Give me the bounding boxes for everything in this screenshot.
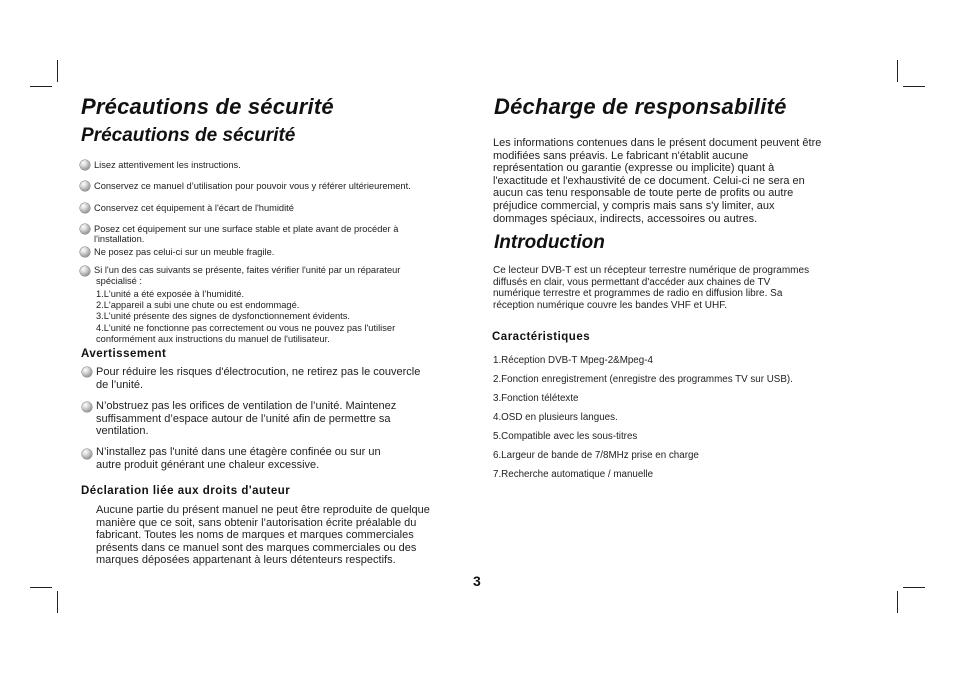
- case-item: 1.L'unité a été exposée à l’humidité.: [96, 289, 245, 299]
- precaution-item: Si l'un des cas suivants se présente, faites vérifier l'unité par un réparateur: [94, 265, 401, 275]
- bullet-icon: [82, 449, 92, 459]
- bullet-icon: [82, 402, 92, 412]
- feature-item: 6.Largeur de bande de 7/8MHz prise en charge: [493, 450, 699, 461]
- feature-item: 2.Fonction enregistrement (enregistre des programmes TV sur USB).: [493, 374, 793, 385]
- warning-item: Pour réduire les risques d'électrocution, ne retirez pas le couvercle de l’unité.: [96, 366, 421, 391]
- crop-mark: [30, 86, 52, 87]
- disclaimer-title: Décharge de responsabilité: [494, 94, 787, 119]
- disclaimer-text: Les informations contenues dans le présent document peuvent être modifiées sans préavis. Le fabricant n'établit aucune représentation ou garantie (expresse ou implicite) quant à l'exactitude et l'exhaustivité de ce document. Celui-ci ne sera en aucun cas tenu responsable de toute perte de profits ou autre préjudice commercial, y compris mais sans s'y limiter, aux dommages spéciaux, indirects, accessoires ou autres.: [493, 137, 822, 225]
- copyright-heading: Déclaration liée aux droits d'auteur: [81, 485, 291, 497]
- bullet-icon: [80, 203, 90, 213]
- page-title: Précautions de sécurité: [81, 94, 334, 119]
- introduction-text: Ce lecteur DVB-T est un récepteur terrestre numérique de programmes diffusés en clair, vous permettant d'accéder aux chaines de TV numérique terrestre et programmes de radio en diffusion libre. Sa réception numérique couvre les bandes VHF et UHF.: [493, 265, 810, 311]
- crop-mark: [903, 86, 925, 87]
- feature-item: 4.OSD en plusieurs langues.: [493, 412, 618, 423]
- feature-item: 5.Compatible avec les sous-titres: [493, 431, 638, 442]
- precaution-item-continued: spécialisé :: [96, 276, 142, 286]
- precaution-item: Ne posez pas celui-ci sur un meuble fragile.: [94, 247, 275, 257]
- precaution-item: Posez cet équipement sur une surface stable et plate avant de procéder à: [94, 224, 399, 234]
- case-item-continued: conformément aux instructions du manuel de l'utilisateur.: [96, 334, 330, 344]
- precaution-item: Conservez ce manuel d’utilisation pour pouvoir vous y référer ultérieurement.: [94, 181, 411, 191]
- crop-mark: [897, 591, 898, 613]
- crop-mark: [30, 587, 52, 588]
- introduction-title: Introduction: [494, 232, 605, 253]
- crop-mark: [57, 591, 58, 613]
- bullet-icon: [82, 367, 92, 377]
- bullet-icon: [80, 160, 90, 170]
- feature-item: 1.Réception DVB-T Mpeg-2&Mpeg-4: [493, 355, 653, 366]
- precaution-item-continued: l'installation.: [94, 234, 145, 244]
- case-item: 4.L'unité ne fonctionne pas correctement ou vous ne pouvez pas l'utiliser: [96, 323, 396, 333]
- copyright-text: Aucune partie du présent manuel ne peut être reproduite de quelque manière que ce soit, sans obtenir l’autorisation écrite préalable du fabricant. Toutes les noms de marques et marques commerciales présents dans ce manuel sont des marques commerciales ou des marques déposées appartenant à leurs détenteurs respectifs.: [96, 504, 430, 567]
- case-item: 3.L'unité présente des signes de dysfonctionnement évidents.: [96, 311, 350, 321]
- crop-mark: [57, 60, 58, 82]
- crop-mark: [903, 587, 925, 588]
- warning-item: N’obstruez pas les orifices de ventilation de l’unité. Maintenez suffisamment d’espace autour de l’unité afin de permettre sa ventilation.: [96, 400, 397, 438]
- warning-item: N’installez pas l'unité dans une étagère confinée ou sur un autre produit générant une chaleur excessive.: [96, 446, 381, 471]
- bullet-icon: [80, 224, 90, 234]
- feature-item: 3.Fonction télétexte: [493, 393, 579, 404]
- bullet-icon: [80, 266, 90, 276]
- case-item: 2.L'appareil a subi une chute ou est endommagé.: [96, 300, 300, 310]
- bullet-icon: [80, 247, 90, 257]
- bullet-icon: [80, 181, 90, 191]
- section-subtitle: Précautions de sécurité: [81, 125, 296, 146]
- feature-item: 7.Recherche automatique / manuelle: [493, 469, 654, 480]
- warning-heading: Avertissement: [81, 348, 167, 360]
- precaution-item: Lisez attentivement les instructions.: [94, 160, 241, 170]
- features-heading: Caractéristiques: [492, 331, 591, 343]
- page-number: 3: [473, 573, 481, 589]
- crop-mark: [897, 60, 898, 82]
- precaution-item: Conservez cet équipement à l'écart de l'humidité: [94, 203, 294, 213]
